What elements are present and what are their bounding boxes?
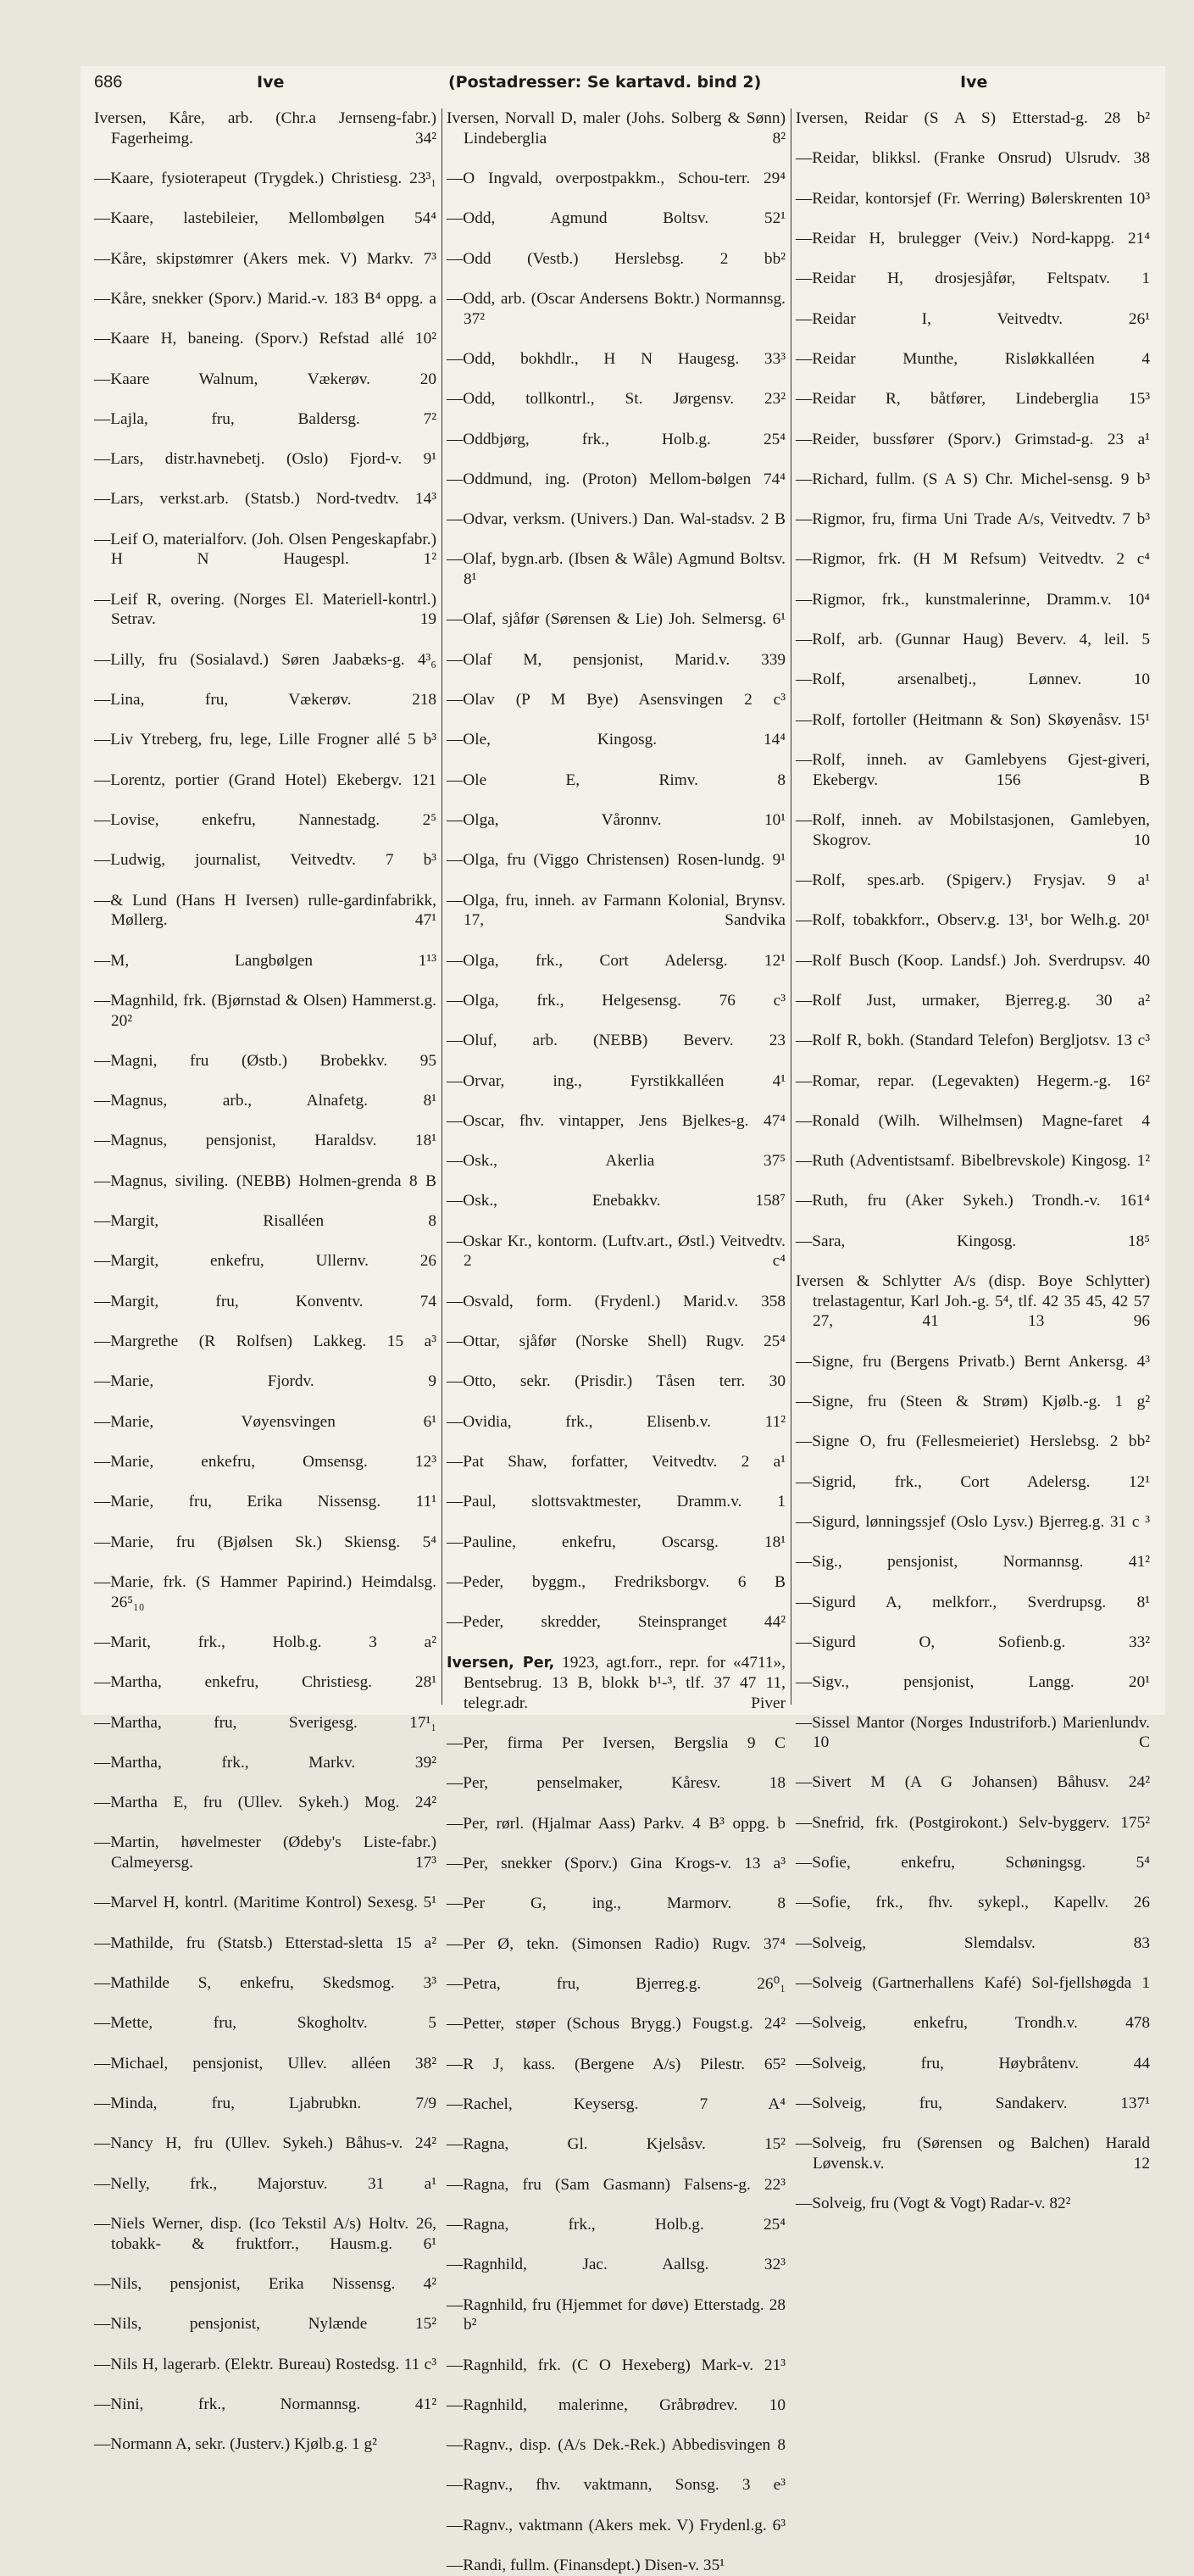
directory-entry: —Martha E, fru (Ullev. Sykeh.) Mog. 24² xyxy=(94,1794,436,1812)
directory-entry: —Lars, verkst.arb. (Statsb.) Nord-tvedtv. 14³ xyxy=(94,490,436,509)
directory-entry: —Nils, pensjonist, Nylænde 15² xyxy=(94,2315,436,2334)
directory-entry: —Ragna, Gl. Kjelsåsv. 15² xyxy=(447,2135,786,2154)
directory-entry: —Leif R, overing. (Norges El. Materiell-kontrl.) Setrav. 19 xyxy=(94,590,436,629)
directory-entry: —Ovidia, frk., Elisenb.v. 11² xyxy=(447,1412,786,1431)
directory-entry: —Ottar, sjåfør (Norske Shell) Rugv. 25⁴ xyxy=(447,1333,786,1351)
directory-entry: —Petra, fru, Bjerreg.g. 26⁰₁ xyxy=(447,1975,786,1994)
directory-entry: —Per, rørl. (Hjalmar Aass) Parkv. 4 B³ oppg. b xyxy=(447,1814,786,1833)
directory-entry: —Rolf Busch (Koop. Landsf.) Joh. Sverdrupsv. 40 xyxy=(796,951,1150,970)
directory-entry: —Mette, fru, Skogholtv. 5 xyxy=(94,2014,436,2033)
directory-entry: —Ole E, Rimv. 8 xyxy=(447,771,786,789)
directory-entry: —Ruth, fru (Aker Sykeh.) Trondh.-v. 161⁴ xyxy=(796,1192,1150,1210)
directory-entry: —Pat Shaw, forfatter, Veitvedtv. 2 a¹ xyxy=(447,1452,786,1471)
directory-entry: —Olav (P M Bye) Asensvingen 2 c³ xyxy=(447,691,786,709)
directory-entry: —Marie, Vøyensvingen 6¹ xyxy=(94,1412,436,1431)
directory-entry: —Solveig, fru, Sandakerv. 137¹ xyxy=(796,2094,1150,2112)
directory-entry: —Solveig, enkefru, Trondh.v. 478 xyxy=(796,2014,1150,2033)
directory-entry: —Rolf, arb. (Gunnar Haug) Beverv. 4, leil. 5 xyxy=(796,631,1150,649)
directory-entry: —Osvald, form. (Frydenl.) Marid.v. 358 xyxy=(447,1292,786,1310)
directory-entry: —Ole, Kingosg. 14⁴ xyxy=(447,731,786,749)
directory-entry: —Ragnhild, frk. (C O Hexeberg) Mark-v. 21³ xyxy=(447,2356,786,2374)
directory-entry: —Olga, Våronnv. 10¹ xyxy=(447,810,786,829)
directory-entry: —Kaare Walnum, Vækerøv. 20 xyxy=(94,370,436,388)
directory-entry: —Signe O, fru (Fellesmeieriet) Herslebsg. 2 bb² xyxy=(796,1433,1150,1451)
directory-entry: —Reidar H, drosjesjåfør, Feltspatv. 1 xyxy=(796,270,1150,288)
directory-entry: —Ragna, frk., Holb.g. 25⁴ xyxy=(447,2215,786,2234)
directory-entry: —Rolf, fortoller (Heitmann & Son) Skøyenåsv. 15¹ xyxy=(796,710,1150,729)
directory-entry: —Nils H, lagerarb. (Elektr. Bureau) Rostedsg. 11 c³ xyxy=(94,2355,436,2373)
directory-entry: —Kåre, skipstømrer (Akers mek. V) Markv. 7³ xyxy=(94,249,436,268)
directory-entry: —Rolf, spes.arb. (Spigerv.) Frysjav. 9 a¹ xyxy=(796,871,1150,889)
directory-entry: —Odvar, verksm. (Univers.) Dan. Wal-stadsv. 2 B xyxy=(447,510,786,529)
directory-entry: —Margrethe (R Rolfsen) Lakkeg. 15 a³ xyxy=(94,1333,436,1351)
directory-entry: —Peder, skredder, Steinspranget 44² xyxy=(447,1613,786,1632)
directory-entry: —Mathilde, fru (Statsb.) Etterstad-sletta 15 a² xyxy=(94,1933,436,1952)
directory-entry: —Marvel H, kontrl. (Maritime Kontrol) Sexesg. 5¹ xyxy=(94,1894,436,1912)
directory-entry: Iversen, Reidar (S A S) Etterstad-g. 28 b² xyxy=(796,109,1150,127)
directory-entry: —Sigurd A, melkforr., Sverdrupsg. 8¹ xyxy=(796,1593,1150,1611)
directory-entry: —Rolf, inneh. av Mobilstasjonen, Gamlebyen, Skogrov. 10 xyxy=(796,810,1150,849)
directory-entry: —Sara, Kingosg. 18⁵ xyxy=(796,1232,1150,1250)
directory-entry: —Margit, enkefru, Ullernv. 26 xyxy=(94,1252,436,1271)
directory-entry: —Lajla, fru, Baldersg. 7² xyxy=(94,409,436,428)
directory-entry: —Reider, bussfører (Sporv.) Grimstad-g. 23 a¹ xyxy=(796,430,1150,448)
directory-entry: —Liv Ytreberg, fru, lege, Lille Frogner allé 5 b³ xyxy=(94,731,436,749)
directory-entry: —Martin, høvelmester (Ødeby's Liste-fabr.) Calmeyersg. 17³ xyxy=(94,1833,436,1872)
directory-entry: —Magnus, pensjonist, Haraldsv. 18¹ xyxy=(94,1132,436,1150)
left-guide-word: Ive xyxy=(257,73,285,92)
directory-entry: —R J, kass. (Bergene A/s) Pilestr. 65² xyxy=(447,2055,786,2073)
directory-entry: —Magni, fru (Østb.) Brobekkv. 95 xyxy=(94,1051,436,1070)
directory-entry: —Nelly, frk., Majorstuv. 31 a¹ xyxy=(94,2174,436,2193)
directory-entry: —Oddbjørg, frk., Holb.g. 25⁴ xyxy=(447,430,786,448)
directory-entry: —Sofie, frk., fhv. sykepl., Kapellv. 26 xyxy=(796,1894,1150,1912)
directory-entry: —Margit, Risalléen 8 xyxy=(94,1212,436,1231)
directory-entry: —Martha, fru, Sverigesg. 17¹₁ xyxy=(94,1713,436,1732)
directory-entry: —Reidar I, Veitvedtv. 26¹ xyxy=(796,309,1150,328)
directory-entry: —O Ingvald, overpostpakkm., Schou-terr. 29⁴ xyxy=(447,169,786,187)
directory-entry: —Per Ø, tekn. (Simonsen Radio) Rugv. 37⁴ xyxy=(447,1934,786,1953)
directory-entry: —Marie, Fjordv. 9 xyxy=(94,1372,436,1391)
directory-entry: —Olga, frk., Helgesensg. 76 c³ xyxy=(447,991,786,1010)
directory-entry: —Ragna, fru (Sam Gasmann) Falsens-g. 22³ xyxy=(447,2175,786,2194)
directory-entry: —Olaf, bygn.arb. (Ibsen & Wåle) Agmund Boltsv. 8¹ xyxy=(447,550,786,589)
directory-entry: —Osk., Akerlia 37⁵ xyxy=(447,1152,786,1171)
header-note: (Postadresser: Se kartavd. bind 2) xyxy=(448,73,762,92)
directory-entry: —Olga, fru, inneh. av Farmann Kolonial, Brynsv. 17, Sandvika xyxy=(447,891,786,930)
directory-entry: —Oluf, arb. (NEBB) Beverv. 23 xyxy=(447,1032,786,1050)
page-number: 686 xyxy=(94,73,123,92)
directory-entry: —Richard, fullm. (S A S) Chr. Michel-sensg. 9 b³ xyxy=(796,470,1150,488)
directory-entry: —Otto, sekr. (Prisdir.) Tåsen terr. 30 xyxy=(447,1372,786,1391)
directory-entry: —Marie, frk. (S Hammer Papirind.) Heimdalsg. 26⁵₁₀ xyxy=(94,1572,436,1611)
directory-entry: —Olga, fru (Viggo Christensen) Rosen-lundg. 9¹ xyxy=(447,851,786,870)
directory-entry: —Sigurd O, Sofienb.g. 33² xyxy=(796,1633,1150,1651)
directory-entry: Iversen, Per, 1923, agt.forr., repr. for «4711», Bentsebrug. 13 B, blokk b¹‑³, tlf. 37 47 11, telegr.adr. Piver xyxy=(447,1653,786,1712)
directory-entry: —Lorentz, portier (Grand Hotel) Ekebergv. 121 xyxy=(94,771,436,789)
directory-entry: —Rolf R, bokh. (Standard Telefon) Bergljotsv. 13 c³ xyxy=(796,1032,1150,1050)
directory-entry: —Per, firma Per Iversen, Bergslia 9 C xyxy=(447,1734,786,1753)
directory-entry: —Snefrid, frk. (Postgirokont.) Selv-byggerv. 175² xyxy=(796,1813,1150,1832)
column-1 xyxy=(94,108,436,2454)
directory-entry: —Sigrid, frk., Cort Adelersg. 12¹ xyxy=(796,1472,1150,1491)
directory-entry: —Olaf, sjåfør (Sørensen & Lie) Joh. Selmersg. 6¹ xyxy=(447,610,786,629)
directory-entry: —Rolf, tobakkforr., Observ.g. 13¹, bor Welh.g. 20¹ xyxy=(796,911,1150,930)
directory-entry: —Normann A, sekr. (Justerv.) Kjølb.g. 1 g² xyxy=(94,2435,377,2454)
directory-entry: —Kaare, lastebileier, Mellombølgen 54⁴ xyxy=(94,209,436,228)
column-2 xyxy=(447,108,786,2575)
directory-entry: —Lina, fru, Vækerøv. 218 xyxy=(94,691,436,709)
directory-entry: —Paul, slottsvaktmester, Dramm.v. 1 xyxy=(447,1493,786,1511)
directory-entry: —Reidar, kontorsjef (Fr. Werring) Bølerskrenten 10³ xyxy=(796,189,1150,208)
directory-entry: —Ludwig, journalist, Veitvedtv. 7 b³ xyxy=(94,851,436,870)
directory-entry: —Odd, Agmund Boltsv. 52¹ xyxy=(447,209,786,228)
directory-entry: —Odd, tollkontrl., St. Jørgensv. 23² xyxy=(447,390,786,409)
directory-entry: —Lilly, fru (Sosialavd.) Søren Jaabæks-g. 4³₆ xyxy=(94,650,436,669)
directory-entry: —Rachel, Keysersg. 7 A⁴ xyxy=(447,2095,786,2113)
directory-entry: —Lars, distr.havnebetj. (Oslo) Fjord-v. 9¹ xyxy=(94,450,436,469)
directory-entry: —Sigurd, lønningssjef (Oslo Lysv.) Bjerreg.g. 31 c ³ xyxy=(796,1512,1150,1531)
directory-entry: —Oskar Kr., kontorm. (Luftv.art., Østl.) Veitvedtv. 2 c⁴ xyxy=(447,1232,786,1271)
directory-entry: —Randi, fullm. (Finansdept.) Disen-v. 35¹ xyxy=(447,2557,725,2575)
directory-entry: —Marie, fru, Erika Nissensg. 11¹ xyxy=(94,1493,436,1511)
directory-entry: —Nils, pensjonist, Erika Nissensg. 4² xyxy=(94,2274,436,2293)
directory-entry: —Marie, fru (Bjølsen Sk.) Skiensg. 5⁴ xyxy=(94,1533,436,1551)
directory-entry: —Ragnhild, malerinne, Gråbrødrev. 10 xyxy=(447,2395,786,2414)
running-header xyxy=(94,73,1158,103)
directory-entry: Iversen, Norvall D, maler (Johs. Solberg & Sønn) Lindeberglia 8² xyxy=(447,109,786,147)
directory-entry: —Reidar H, brulegger (Veiv.) Nord-kappg. 21⁴ xyxy=(796,229,1150,248)
directory-entry: —Nini, frk., Normannsg. 41² xyxy=(94,2395,436,2413)
directory-entry: —M, Langbølgen 1¹³ xyxy=(94,951,436,970)
directory-entry: —Nancy H, fru (Ullev. Sykeh.) Båhus-v. 24² xyxy=(94,2134,436,2153)
directory-entry: —Ragnv., disp. (A/s Dek.-Rek.) Abbedisvingen 8 xyxy=(447,2436,786,2455)
directory-entry: —Magnhild, frk. (Bjørnstad & Olsen) Hammerst.g. 20² xyxy=(94,991,436,1030)
directory-entry: —Michael, pensjonist, Ullev. alléen 38² xyxy=(94,2054,436,2072)
directory-entry: —Per G, ing., Marmorv. 8 xyxy=(447,1894,786,1913)
directory-entry: —Reidar R, båtfører, Lindeberglia 15³ xyxy=(796,390,1150,409)
directory-entry: —Magnus, siviling. (NEBB) Holmen-grenda 8 B xyxy=(94,1171,436,1190)
directory-entry: —Rolf, inneh. av Gamlebyens Gjest-giveri, Ekebergv. 156 B xyxy=(796,751,1150,789)
directory-entry: —Rolf Just, urmaker, Bjerreg.g. 30 a² xyxy=(796,991,1150,1010)
right-guide-word: Ive xyxy=(960,73,988,92)
directory-entry: —Solveig, Slemdalsv. 83 xyxy=(796,1933,1150,1952)
directory-entry: —Sigv., pensjonist, Langg. 20¹ xyxy=(796,1673,1150,1692)
directory-entry: —Per, snekker (Sporv.) Gina Krogs-v. 13 a³ xyxy=(447,1855,786,1873)
directory-entry: —Ragnv., vaktmann (Akers mek. V) Frydenl.g. 6³ xyxy=(447,2516,786,2534)
directory-entry: —Marit, frk., Holb.g. 3 a² xyxy=(94,1633,436,1651)
directory-entry: —Reidar Munthe, Risløkkalléen 4 xyxy=(796,349,1150,368)
directory-entry: —Leif O, materialforv. (Joh. Olsen Pengeskapfabr.) H N Haugespl. 1² xyxy=(94,530,436,569)
directory-entry: —Pauline, enkefru, Oscarsg. 18¹ xyxy=(447,1533,786,1551)
directory-entry: —Martha, enkefru, Christiesg. 28¹ xyxy=(94,1673,436,1692)
directory-entry: —Signe, fru (Steen & Strøm) Kjølb.-g. 1 g² xyxy=(796,1393,1150,1410)
directory-entry: —Orvar, ing., Fyrstikkalléen 4¹ xyxy=(447,1071,786,1090)
directory-entry: —Kåre, snekker (Sporv.) Marid.-v. 183 B⁴ oppg. a xyxy=(94,289,436,308)
directory-entry: —Odd, bokhdlr., H N Haugesg. 33³ xyxy=(447,349,786,368)
directory-entry: —Odd, arb. (Oscar Andersens Boktr.) Normannsg. 37² xyxy=(447,289,786,328)
directory-entry: —Martha, frk., Markv. 39² xyxy=(94,1753,436,1772)
directory-entry: —Mathilde S, enkefru, Skedsmog. 3³ xyxy=(94,1974,436,1993)
directory-entry: —Olaf M, pensjonist, Marid.v. 339 xyxy=(447,650,786,669)
directory-entry: —Osk., Enebakkv. 158⁷ xyxy=(447,1192,786,1210)
column-3 xyxy=(796,108,1150,2213)
directory-entry: —Minda, fru, Ljabrubkn. 7/9 xyxy=(94,2094,436,2112)
directory-entry: —Solveig, fru (Sørensen og Balchen) Harald Løvensk.v. 12 xyxy=(796,2134,1150,2173)
directory-entry: —Kaare, fysioterapeut (Trygdek.) Christiesg. 23³₁ xyxy=(94,169,436,187)
directory-page xyxy=(81,66,1165,2575)
directory-entry: —Magnus, arb., Alnafetg. 8¹ xyxy=(94,1092,436,1110)
directory-entry: —Reidar, blikksl. (Franke Onsrud) Ulsrudv. 38 xyxy=(796,149,1150,168)
directory-entry: —Per, penselmaker, Kåresv. 18 xyxy=(447,1774,786,1793)
directory-entry: —Solveig, fru (Vogt & Vogt) Radar-v. 82² xyxy=(796,2195,1071,2213)
directory-entry: —Ronald (Wilh. Wilhelmsen) Magne-faret 4 xyxy=(796,1111,1150,1130)
directory-entry: —Sissel Mantor (Norges Industriforb.) Marienlundv. 10 C xyxy=(796,1713,1150,1752)
directory-entry: —Ruth (Adventistsamf. Bibelbrevskole) Kingosg. 1² xyxy=(796,1152,1150,1171)
directory-entry: —Kaare H, baneing. (Sporv.) Refstad allé 10² xyxy=(94,330,436,348)
directory-entry: —Peder, byggm., Fredriksborgv. 6 B xyxy=(447,1572,786,1591)
directory-entry: —Niels Werner, disp. (Ico Tekstil A/s) Holtv. 26, tobakk- & fruktforr., Hausm.g. 6¹ xyxy=(94,2214,436,2253)
directory-entry: —Ragnhild, Jac. Aallsg. 32³ xyxy=(447,2256,786,2274)
directory-entry: —Rolf, arsenalbetj., Lønnev. 10 xyxy=(796,670,1150,689)
directory-entry: —Romar, repar. (Legevakten) Hegerm.-g. 16² xyxy=(796,1071,1150,1090)
directory-entry: —Ragnhild, fru (Hjemmet for døve) Etterstadg. 28 b² xyxy=(447,2295,786,2334)
directory-entry: —Lovise, enkefru, Nannestadg. 2⁵ xyxy=(94,810,436,829)
directory-entry: —Margit, fru, Konventv. 74 xyxy=(94,1292,436,1310)
directory-entry: —Sivert M (A G Johansen) Båhusv. 24² xyxy=(796,1773,1150,1792)
directory-entry: —Odd (Vestb.) Herslebsg. 2 bb² xyxy=(447,249,786,268)
directory-entry: —Marie, enkefru, Omsensg. 12³ xyxy=(94,1452,436,1471)
directory-entry: —Rigmor, frk. (H M Refsum) Veitvedtv. 2 c⁴ xyxy=(796,550,1150,569)
directory-entry: —Solveig, fru, Høybråtenv. 44 xyxy=(796,2054,1150,2072)
directory-entry: Iversen & Schlytter A/s (disp. Boye Schlytter) trelastagentur, Karl Joh.-g. 5⁴, tlf. 42 35 45, 42 57 27, 41 13 96 xyxy=(796,1272,1150,1331)
directory-entry: —Oddmund, ing. (Proton) Mellom-bølgen 74⁴ xyxy=(447,470,786,488)
directory-entry: —& Lund (Hans H Iversen) rulle-gardinfabrikk, Møllerg. 47¹ xyxy=(94,891,436,930)
directory-entry: —Sofie, enkefru, Schøningsg. 5⁴ xyxy=(796,1854,1150,1872)
directory-entry: —Sig., pensjonist, Normannsg. 41² xyxy=(796,1553,1150,1572)
directory-entry: —Olga, frk., Cort Adelersg. 12¹ xyxy=(447,951,786,970)
directory-entry: —Ragnv., fhv. vaktmann, Sonsg. 3 e³ xyxy=(447,2476,786,2495)
directory-entry: —Petter, støper (Schous Brygg.) Fougst.g. 24² xyxy=(447,2015,786,2034)
directory-entry: —Signe, fru (Bergens Privatb.) Bernt Ankersg. 4³ xyxy=(796,1352,1150,1371)
directory-entry: —Oscar, fhv. vintapper, Jens Bjelkes-g. 47⁴ xyxy=(447,1111,786,1130)
directory-entry: —Rigmor, frk., kunstmalerinne, Dramm.v. 10⁴ xyxy=(796,590,1150,609)
directory-entry: —Rigmor, fru, firma Uni Trade A/s, Veitvedtv. 7 b³ xyxy=(796,510,1150,529)
directory-entry: —Solveig (Gartnerhallens Kafé) Sol-fjellshøgda 1 xyxy=(796,1974,1150,1993)
directory-entry: Iversen, Kåre, arb. (Chr.a Jernseng-fabr.) Fagerheimg. 34² xyxy=(94,109,436,147)
